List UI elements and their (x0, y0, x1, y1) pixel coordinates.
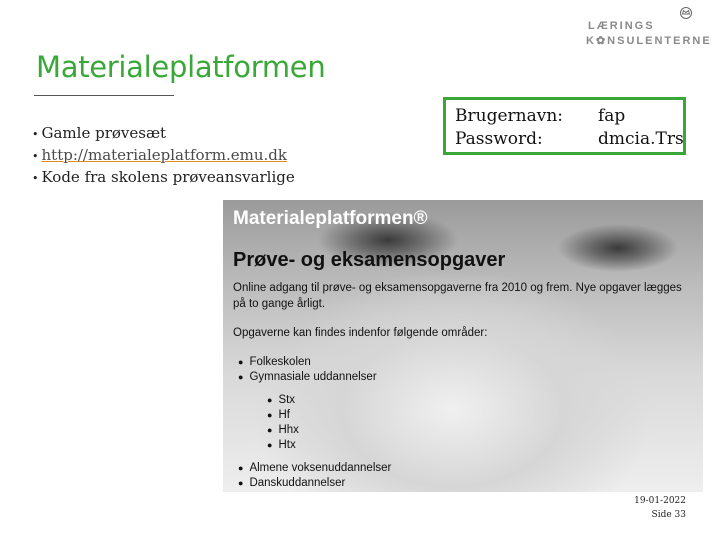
logo-line-1: LÆRINGS (588, 20, 655, 32)
screenshot-brand: Materialeplatformen® (233, 208, 428, 229)
username-label: Brugernavn: (455, 106, 564, 126)
area-subitem: ● Hf (267, 409, 290, 421)
areas-list (238, 356, 377, 386)
footer-page-number: Side 33 (651, 510, 686, 520)
gymnasiale-sublist (267, 394, 299, 454)
area-item: ● Almene voksenuddannelser (238, 462, 392, 474)
bullet-text: Kode fra skolens prøveansvarlige (41, 168, 295, 186)
website-screenshot (223, 200, 703, 492)
slide-footer (634, 494, 686, 522)
screenshot-heading: Prøve- og eksamensopgaver (233, 249, 506, 271)
screenshot-subheading: Opgaverne kan findes indenfor følgende områder: (233, 327, 488, 339)
slide-title: Materialeplatformen (36, 50, 326, 84)
area-subitem: ● Htx (267, 439, 296, 451)
username-row (455, 106, 626, 126)
area-subitem: ● Hhx (267, 424, 299, 436)
area-subitem: ● Stx (267, 394, 296, 406)
bullet-item: • Kode fra skolens prøveansvarlige (32, 168, 295, 186)
bullet-item: • http://materialeplatform.emu.dk (32, 146, 287, 164)
bullet-list (32, 124, 295, 190)
password-value: dmcia.Trs (598, 129, 684, 149)
title-underline (34, 95, 174, 96)
area-item: ● Danskuddannelser (238, 477, 346, 489)
areas-list-continued (238, 462, 391, 492)
credentials-box (443, 97, 686, 155)
password-row (455, 129, 684, 149)
footer-date: 19-01-2022 (634, 496, 686, 506)
area-item: ● Gymnasiale uddannelser (238, 371, 377, 383)
crown-icon (679, 6, 693, 20)
area-item: ● Folkeskolen (238, 356, 311, 368)
bullet-item: • Gamle prøvesæt (32, 124, 167, 142)
platform-link[interactable]: http://materialeplatform.emu.dk (41, 146, 287, 164)
password-label: Password: (455, 129, 543, 149)
bullet-text: Gamle prøvesæt (41, 124, 167, 142)
logo-line-2: K✿NSULENTERNE (586, 35, 712, 47)
company-logo (586, 20, 712, 50)
username-value: fap (598, 106, 626, 126)
screenshot-intro: Online adgang til prøve- og eksamensopgaverne fra 2010 og frem. Nye opgaver lægges på to gange årligt. (233, 282, 682, 310)
